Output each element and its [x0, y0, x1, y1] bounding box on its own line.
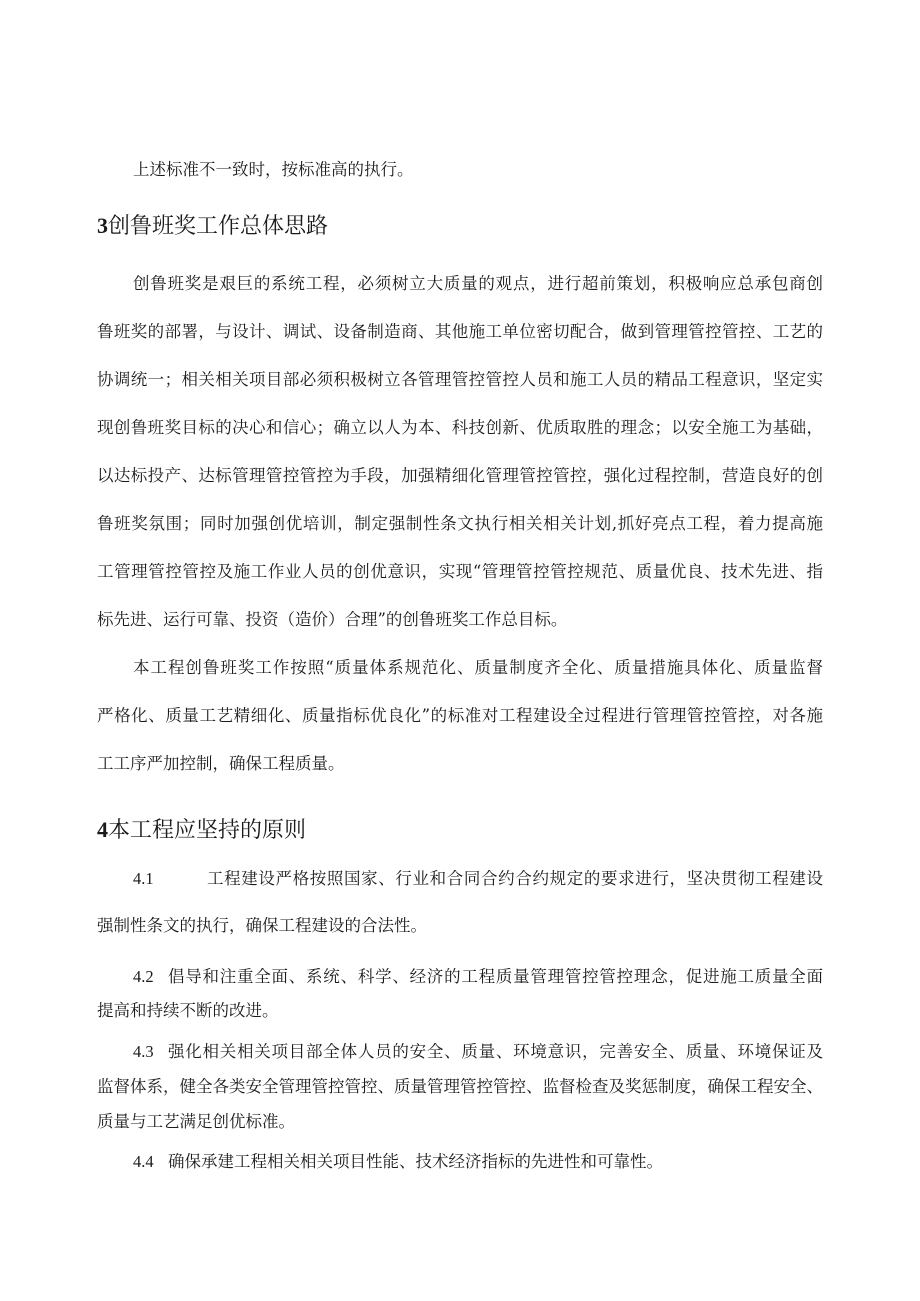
section-4-title: 本工程应坚持的原则: [108, 818, 307, 843]
para1-line-5: 以达标投产、达标管理管控管控为手段，加强精细化管理管控管控，强化过程控制，营造良好的创: [97, 466, 823, 485]
para2-line-3: 工工序严加控制，确保工程质量。: [97, 754, 345, 773]
item-4-2-number: 4.2: [133, 967, 154, 986]
item-4-4-number: 4.4: [133, 1152, 154, 1171]
item-4-2-line-1: 倡导和注重全面、系统、科学、经济的工程质量管理管控管控理念，促进施工质量全面: [168, 967, 823, 986]
section-4-heading: [97, 816, 306, 845]
item-4-3-line-3: 质量与工艺满足创优标准。: [97, 1112, 295, 1131]
item-4-4-line-1: 确保承建工程相关相关项目性能、技术经济指标的先进性和可靠性。: [168, 1152, 663, 1171]
item-4-1-line-1: 工程建设严格按照国家、行业和合同合约合约规定的要求进行，坚决贯彻工程建设: [207, 869, 823, 888]
para1-line-1: 创鲁班奖是艰巨的系统工程，必须树立大质量的观点，进行超前策划，积极响应总承包商创: [133, 274, 823, 293]
item-4-3-line-2: 监督体系，健全各类安全管理管控管控、质量管理管控管控、监督检查及奖惩制度，确保工程安全、: [97, 1077, 823, 1096]
para2-line-1: 本工程创鲁班奖工作按照“质量体系规范化、质量制度齐全化、质量措施具体化、质量监督: [133, 658, 823, 677]
section-3-number: 3: [97, 213, 108, 238]
para1-line-7: 工管理管控管控及施工作业人员的创优意识，实现“管理管控管控规范、质量优良、技术先进、指: [97, 562, 823, 581]
section-4-number: 4: [97, 817, 108, 842]
para1-line-4: 现创鲁班奖目标的决心和信心；确立以人为本、科技创新、优质取胜的理念；以安全施工为基础，: [97, 418, 823, 437]
item-4-2-line-2: 提高和持续不断的改进。: [97, 1001, 279, 1020]
intro-text: 上述标准不一致时，按标准高的执行。: [133, 160, 414, 179]
item-4-3-line-1: 强化相关相关项目部全体人员的安全、质量、环境意识，完善安全、质量、环境保证及: [168, 1042, 823, 1061]
item-4-1-line-2: 强制性条文的执行，确保工程建设的合法性。: [97, 916, 427, 935]
item-4-1-number: 4.1: [133, 869, 154, 888]
section-3-title: 创鲁班奖工作总体思路: [108, 214, 329, 239]
para1-line-8: 标先进、运行可靠、投资（造价）合理”的创鲁班奖工作总目标。: [97, 610, 568, 629]
item-4-3-number: 4.3: [133, 1042, 154, 1061]
para1-line-3: 协调统一；相关相关项目部必须积极树立各管理管控管控人员和施工人员的精品工程意识，坚定实: [97, 370, 823, 389]
para1-line-6: 鲁班奖氛围；同时加强创优培训，制定强制性条文执行相关相关计划,抓好亮点工程，着力提高施: [97, 514, 823, 533]
section-3-heading: [97, 212, 328, 241]
para1-line-2: 鲁班奖的部署，与设计、调试、设备制造商、其他施工单位密切配合，做到管理管控管控、工艺的: [97, 322, 823, 341]
para2-line-2: 严格化、质量工艺精细化、质量指标优良化”的标准对工程建设全过程进行管理管控管控，对各施: [97, 706, 823, 725]
